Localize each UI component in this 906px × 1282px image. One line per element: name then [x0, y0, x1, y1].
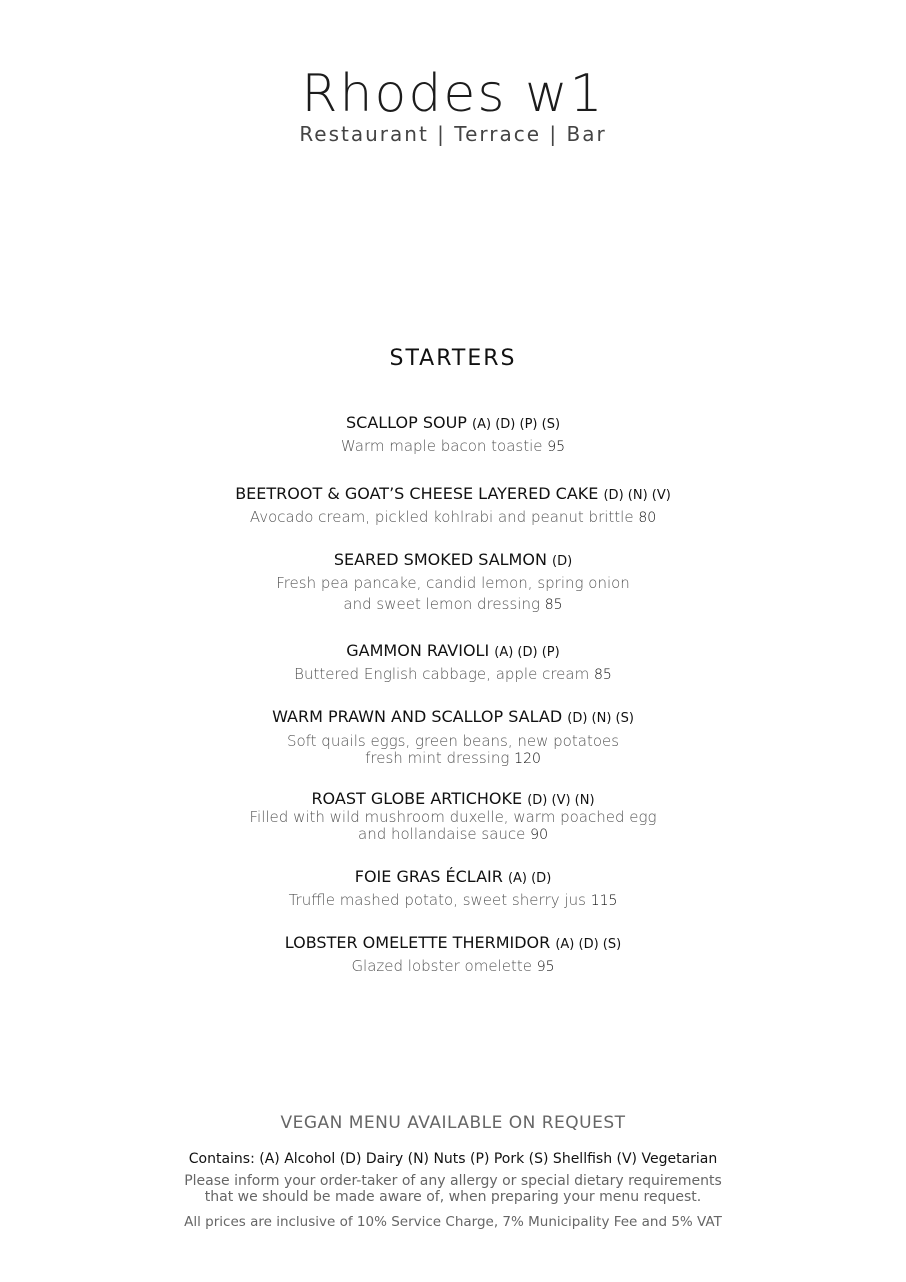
- menu-item: [0, 706, 906, 768]
- menu-item-description: Fresh pea pancake, candid lemon, spring onion and sweet lemon dressing 85: [276, 574, 630, 613]
- menu-item-description: Buttered English cabbage, apple cream 85: [294, 665, 612, 683]
- menu-item-allergens: (D) (N) (V): [603, 488, 671, 503]
- menu-item: [0, 412, 906, 458]
- menu-item-name: SCALLOP SOUP (A) (D) (P) (S): [345, 413, 561, 432]
- menu-item-name: SEARED SMOKED SALMON (D): [333, 550, 573, 569]
- menu-item-description: Warm maple bacon toastie 95: [340, 437, 566, 455]
- menu-item: [0, 483, 906, 529]
- menu-item-price: 90: [530, 827, 548, 843]
- menu-item-price: 85: [594, 667, 612, 683]
- menu-item: [0, 932, 906, 978]
- section-title: STARTERS: [389, 346, 517, 371]
- menu-item-price: 80: [638, 510, 657, 526]
- menu-item-price: 95: [536, 959, 555, 975]
- menu-item-description: Soft quails eggs, green beans, new potatoes fresh mint dressing 120: [286, 732, 620, 767]
- restaurant-name: Rhodes w1: [301, 64, 605, 124]
- menu-item-allergens: (A) (D) (S): [555, 937, 622, 952]
- menu-item-price: 120: [514, 751, 541, 767]
- menu-item-name: WARM PRAWN AND SCALLOP SALAD (D) (N) (S): [272, 707, 634, 726]
- menu-item-allergens: (D) (V) (N): [527, 793, 595, 808]
- menu-item-allergens: (D): [552, 554, 573, 569]
- menu-item-price: 95: [547, 439, 566, 455]
- menu-item-name: BEETROOT & GOAT’S CHEESE LAYERED CAKE (D) (N) (V): [235, 484, 671, 503]
- menu-item-description: Avocado cream, pickled kohlrabi and peanut brittle 80: [249, 508, 657, 526]
- menu-item: [0, 640, 906, 686]
- menu-item-description: Truffle mashed potato, sweet sherry jus 115: [288, 891, 618, 909]
- allergen-legend: Contains: (A) Alcohol (D) Dairy (N) Nuts (P) Pork (S) Shellfish (V) Vegetarian: [188, 1151, 718, 1167]
- menu-item: [0, 549, 906, 616]
- menu-item-name: FOIE GRAS ÉCLAIR (A) (D): [354, 867, 552, 886]
- menu-item: [0, 788, 906, 844]
- menu-item-allergens: (A) (D) (P): [494, 645, 560, 660]
- menu-item-allergens: (A) (D): [507, 871, 552, 886]
- menu-item-allergens: (A) (D) (P) (S): [472, 417, 561, 432]
- menu-item-name: LOBSTER OMELETTE THERMIDOR (A) (D) (S): [284, 933, 622, 952]
- restaurant-tagline: Restaurant | Terrace | Bar: [299, 122, 607, 146]
- menu-item-allergens: (D) (N) (S): [567, 711, 634, 726]
- menu-item-name: ROAST GLOBE ARTICHOKE (D) (V) (N): [311, 789, 595, 808]
- menu-item-price: 85: [544, 597, 563, 613]
- prices-note: All prices are inclusive of 10% Service Charge, 7% Municipality Fee and 5% VAT: [184, 1214, 722, 1230]
- menu-item-description: Filled with wild mushroom duxelle, warm poached egg and hollandaise sauce 90: [249, 808, 657, 843]
- menu-item-name: GAMMON RAVIOLI (A) (D) (P): [346, 641, 560, 660]
- allergy-notice: Please inform your order-taker of any allergy or special dietary requirements that we should be made aware of, when preparing your menu request.: [184, 1173, 722, 1205]
- vegan-menu-note: VEGAN MENU AVAILABLE ON REQUEST: [280, 1113, 626, 1133]
- menu-item: [0, 866, 906, 912]
- menu-item-price: 115: [590, 893, 618, 909]
- menu-item-description: Glazed lobster omelette 95: [351, 957, 555, 975]
